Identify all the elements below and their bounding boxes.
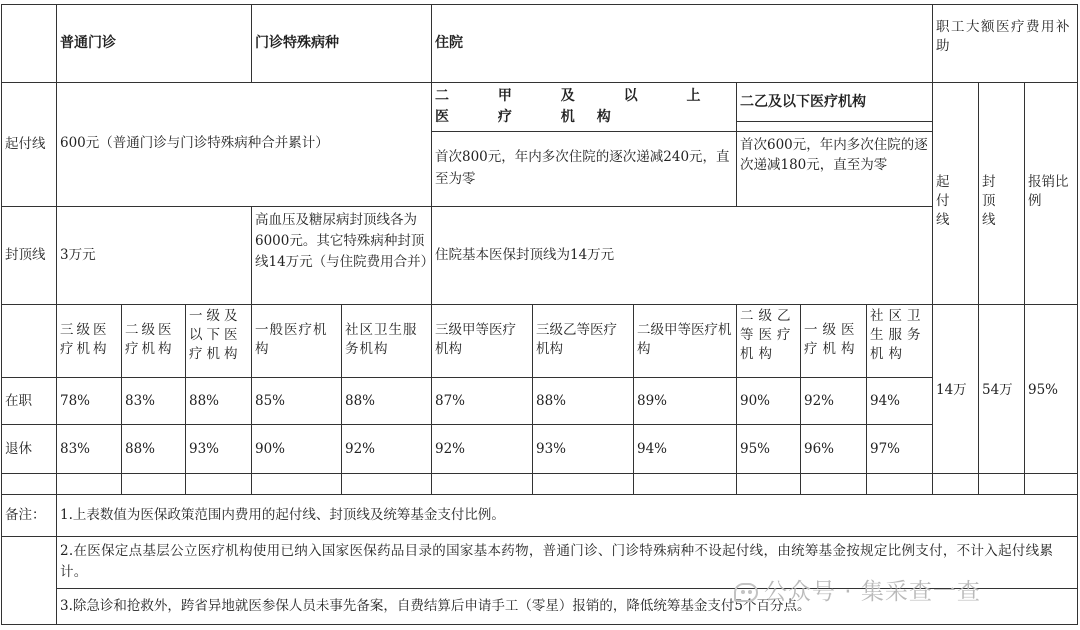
employed-val-9: 90% [740,392,771,409]
retired-val-1: 83% [60,440,91,457]
header-major-medical: 职工大额医疗费用补助 [936,19,1071,54]
row-label-deductible: 起付线 [5,136,46,152]
header-inpatient: 住院 [435,35,463,51]
inst-6: 三级甲等医疗机构 [435,322,516,357]
note-item-2: 2.在医保定点基层公立医疗机构使用已纳入国家医保药品目录的国家基本药物，普通门诊、门诊特殊病种不设起付线，由统筹基金按规定比例支付，不计入起付线累计。 [60,543,1054,580]
retired-val-4: 90% [255,440,286,457]
retired-val-8: 94% [637,440,668,457]
retired-val-5: 92% [345,440,376,457]
employed-val-8: 89% [637,392,668,409]
employed-val-4: 85% [255,392,286,409]
inst-5: 社区卫生服务机构 [345,322,418,357]
deductible-level2a-plus: 首次800元，年内多次住院的逐次递减240元，直至为零 [435,149,730,187]
employed-val-3: 88% [189,392,220,409]
inst-3: 一级及以下医疗机构 [189,308,242,362]
deductible-outpatient: 600元（普通门诊与门诊特殊病种合并累计） [60,135,329,151]
deductible-level2b-below: 首次600元，年内多次住院的逐次递减180元，直至为零 [740,137,928,173]
notes-label: 备注： [5,507,46,523]
retired-val-6: 92% [435,440,466,457]
inst-8: 二级甲等医疗机构 [637,322,732,357]
retired-val-10: 96% [804,440,835,457]
major-val-deductible: 14万 [936,382,967,398]
cap-outpatient: 3万元 [60,247,96,263]
inst-7: 三级乙等医疗机构 [536,322,617,357]
inst-1: 三级医疗机构 [60,322,110,357]
note-item-1: 1.上表数值为医保政策范围内费用的起付线、封顶线及统筹基金支付比例。 [60,507,505,523]
major-col-cap: 封 顶线 [982,174,1004,228]
retired-val-7: 93% [536,440,567,457]
header-outpatient: 普通门诊 [60,35,116,51]
major-col-ratio: 报销比例 [1028,174,1069,209]
inst-2: 二级医疗机构 [125,322,175,357]
employed-val-2: 83% [125,392,156,409]
major-col-deductible: 起 付线 [936,174,958,228]
watermark [734,573,981,606]
retired-val-3: 93% [189,440,220,457]
cap-inpatient: 住院基本医保封顶线为14万元 [435,247,615,263]
inst-10: 一级医疗机构 [804,322,860,357]
hosp-level-2b-below: 二乙及以下医疗机构 [740,93,866,110]
watermark-text: 公众号 · 集采查一查 [764,579,981,605]
note-item-3: 3.除急诊和抢救外，跨省异地就医参保人员未事先备案，自费结算后申请手工（零星）报销的，降低统筹基金支付5个百分点。 [60,598,811,614]
employed-val-5: 88% [345,392,376,409]
major-val-ratio: 95% [1028,382,1059,398]
inst-9: 二级乙等医疗机构 [740,308,796,362]
retired-val-2: 88% [125,440,156,457]
retired-val-11: 97% [870,440,901,457]
employed-val-7: 88% [536,392,567,409]
header-special-disease: 门诊特殊病种 [255,35,339,51]
row-label-retired: 退休 [5,440,32,457]
row-label-cap: 封顶线 [5,247,46,263]
cap-special-disease: 高血压及糖尿病封顶线各为6000元。其它特殊病种封顶线14万元（与住院费用合并） [255,212,435,270]
employed-val-6: 87% [435,392,466,409]
employed-val-1: 78% [60,392,91,409]
major-val-cap: 54万 [982,382,1013,398]
hosp-level-2a-plus: 二 甲 及 以 上 医 疗 机构 [435,88,723,125]
retired-val-9: 95% [740,440,771,457]
inst-11: 社区卫生服务机构 [870,308,926,362]
employed-val-10: 92% [804,392,835,409]
row-label-employed: 在职 [5,392,32,409]
employed-val-11: 94% [870,392,901,409]
inst-4: 一般医疗机构 [255,322,328,357]
wechat-icon [734,583,758,602]
